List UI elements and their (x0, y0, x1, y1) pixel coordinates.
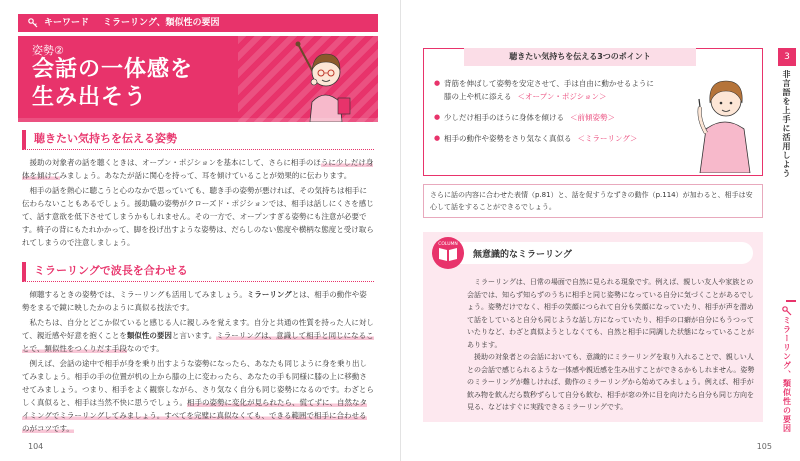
page-number-right: 105 (756, 442, 772, 451)
point-item (434, 111, 684, 124)
highlight-text: 相手の姿勢に変化が見られたら、慌てずに、自然なタイミングでミラーリングしてみましょう。すべてを完璧に真似なくても、できる範囲で相手に合わせるのがコツです。 (22, 398, 367, 433)
chapter-side-tab (778, 48, 796, 178)
points-title: 聴きたい気持ちを伝える3つのポイント (464, 48, 696, 66)
points-box (423, 48, 763, 176)
keyword-label: キーワード (44, 18, 90, 28)
column-book-icon (431, 236, 465, 270)
chapter-title: 非言語を上手に活用しよう (782, 70, 791, 178)
right-page (400, 0, 800, 461)
title-line-1: 会話の一体感を (32, 57, 194, 82)
pose-number: 姿勢② (32, 44, 64, 57)
points-list (434, 77, 684, 153)
paragraph: 相手の話を熱心に聴こうと心のなかで思っていても、聴き手の姿勢が悪ければ、その気持ちは相手に伝わらないこともあるでしょう。援助職の姿勢がクローズド・ポジションでは、相手は話しにくさを感じて、話す意欲を低下させてしまうかもしれません。その一方で、オープンすぎる姿勢にも注意が必要です。椅子の背にもたれかかって、脚を投げ出すような姿勢は、だらしのない態度や横柄な態度と受け取られてしまうので注意しましょう。 (22, 186, 374, 247)
text: 傾聴するときの姿勢では、ミラーリングも活用してみましょう。 (29, 290, 247, 299)
column-header (433, 242, 753, 264)
point-text: 膝の上や机に添える (444, 92, 512, 101)
text: みましょう。あなたが話に関心を持って、耳を傾けていることが効果的に伝わります。 (59, 171, 352, 180)
key-icon (28, 18, 38, 28)
text: なのです。 (126, 344, 164, 353)
paragraph (22, 288, 374, 314)
column-icon-label: COLUMN (438, 242, 458, 247)
side-divider (786, 300, 796, 302)
paragraph (22, 156, 374, 182)
point-text: 少しだけ相手のほうに身体を傾ける (444, 113, 564, 122)
point-tag: ＜オープン・ポジション＞ (517, 92, 607, 101)
point-tag: ＜ミラーリング＞ (577, 134, 638, 143)
side-keyword (778, 306, 796, 433)
note-box: さらに話の内容に合わせた表情（p.81）と、話を促すうなずきの動作（p.114）が加わると、相手は安心して話をすることができるでしょう。 (423, 184, 763, 218)
section-listening-posture (22, 130, 374, 251)
point-item (434, 77, 684, 103)
column-box (423, 232, 763, 422)
side-keyword-text: ミラーリング、類似性の要因 (782, 316, 792, 433)
keyword-text: ミラーリング、類似性の要因 (103, 18, 220, 28)
point-text: 背筋を伸ばして姿勢を安定させて、手は自由に動かせるように (444, 79, 654, 88)
teacher-illustration (290, 40, 360, 122)
woman-pointing-illustration (690, 69, 760, 173)
section-heading: ミラーリングで波長を合わせる (22, 262, 374, 282)
column-title: 無意識的なミラーリング (473, 249, 572, 260)
highlight-text: ミラーリングは、意識して相手と同じになることで、類似性をつくりだす手段 (22, 331, 374, 353)
column-body (467, 276, 757, 414)
chapter-number: 3 (778, 48, 796, 66)
section-mirroring (22, 262, 374, 437)
text: とは、相手の動作や姿勢をまるで鏡に映したかのように真似る技法です。 (22, 290, 367, 312)
text: 例えば、会話の途中で相手が身を乗り出すような姿勢になったら、あなたも同じように身を乗り出してみましょう。相手の手の位置が机の上から膝の上に変わったら、あなたの手も同様に膝の上に移動させてみましょう。つまり、相手をよく観察しながら、さり気なく自分も同じ姿勢になるのです。わざとらしく真似ると、相手は当然不快に思うでしょう。 (22, 359, 374, 407)
page-title (32, 56, 193, 112)
paragraph (22, 357, 374, 435)
highlight-text: うに少しだけ身体を傾けて (22, 158, 374, 180)
section-heading: 聴きたい気持ちを伝える姿勢 (22, 130, 374, 150)
point-text: 相手の動作や姿勢をさり気なく真似る (444, 134, 572, 143)
bold-text: ミラーリング (246, 290, 292, 299)
chapter-header (18, 36, 378, 122)
column-paragraph: 援助の対象者との会話においても、意識的にミラーリングを取り入れることで、親しい人との会話で感じられるような一体感や親近感を生み出すことができるかもしれません。姿勢のミラーリングが難しければ、動作のミラーリングから始めてみましょう。例えば、相手が飲み物を飲んだら数秒ずらして自分も飲む、相手が窓の外に目を向けたら自分も同じ方向を見る、などはすぐに実践できるミラーリングです。 (467, 353, 755, 411)
keyword-bar (18, 14, 378, 32)
text: と言います。 (171, 331, 217, 340)
text: 私たちは、自分とどこか似ていると感じる人に親しみを覚えます。自分と共通の性質を持った人に対して、親近感や好意を抱くことを (22, 318, 374, 340)
paragraph (22, 316, 374, 355)
text: 援助の対象者の話を聴くときは、オープン・ポジションを基本にして、さらに相手のほ (29, 158, 321, 167)
point-tag: ＜前傾姿勢＞ (570, 113, 615, 122)
title-line-2: 生み出そう (32, 85, 148, 110)
point-item (434, 132, 684, 145)
column-paragraph: ミラーリングは、日常の場面で自然に見られる現象です。例えば、親しい友人や家族との会話では、知らず知らずのうちに相手と同じ姿勢になっている自分に気づくことがあるでしょう。姿勢だけでなく、相手の笑顔につられて自分も笑顔になっていたり、相手が声を潜めて話をしていると自分も同じような話し方になっていたり、相手の口癖が自分にもうつっていたりなど、わざと真似ようとしなくても、自然と相手に同調した状態になっていることがあります。 (467, 278, 754, 349)
bold-text: 類似性の要因 (126, 331, 172, 340)
page-number-left: 104 (28, 442, 44, 451)
key-icon (782, 306, 792, 316)
